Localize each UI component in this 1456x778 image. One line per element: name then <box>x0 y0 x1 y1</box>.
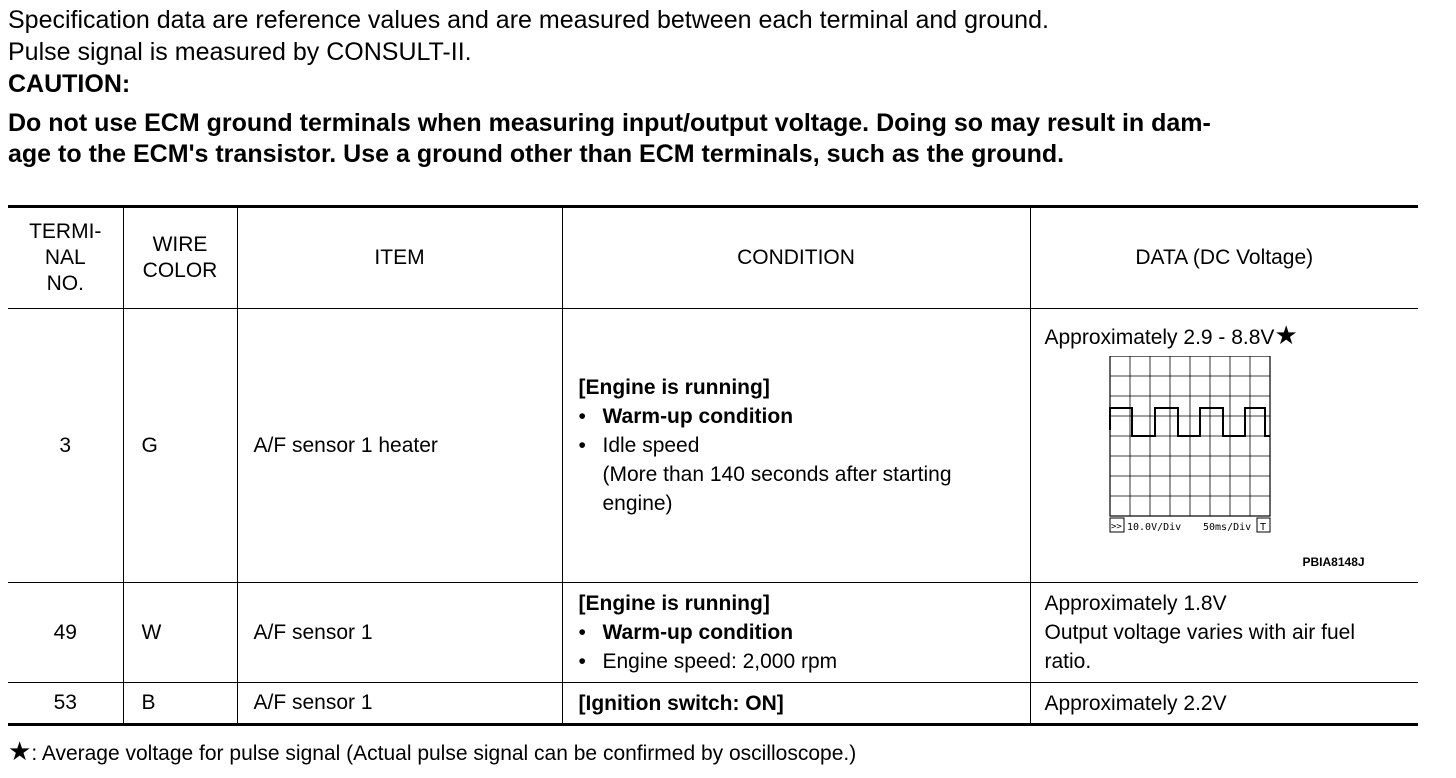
condition-bullet: • Idle speed <box>578 434 700 457</box>
condition-title: [Ignition switch: ON] <box>578 691 784 715</box>
data-note: ratio. <box>1044 650 1092 673</box>
spec-note: Specification data are reference values and are measured between each terminal and ground. <box>8 6 1049 34</box>
item-cell: A/F sensor 1 <box>237 683 562 725</box>
item-cell: A/F sensor 1 <box>237 583 562 683</box>
table-row <box>8 583 1418 683</box>
data-value: Approximately 2.9 - 8.8V★ <box>1044 320 1298 350</box>
caution-line-1: Do not use ECM ground terminals when measuring input/output voltage. Doing so may result in dam- <box>8 109 1211 137</box>
terminal-cell: 53 <box>8 683 123 725</box>
condition-bullet: • Warm-up condition <box>578 405 794 428</box>
item-cell: A/F sensor 1 heater <box>237 309 562 583</box>
condition-note: (More than 140 seconds after starting <box>602 463 952 486</box>
terminal-cell: 49 <box>8 583 123 683</box>
wire-color-cell: W <box>123 583 237 683</box>
condition-title: [Engine is running] <box>578 592 770 615</box>
intro-section <box>8 4 1428 170</box>
terminal-spec-table <box>8 205 1418 726</box>
header-wire-color: WIRE COLOR <box>123 207 237 309</box>
caution-title: CAUTION: <box>8 70 131 98</box>
header-terminal-no: TERMI- NAL NO. <box>8 207 123 309</box>
star-icon: ★ <box>8 736 32 766</box>
terminal-cell: 3 <box>8 309 123 583</box>
scope-time-scale: 50ms/Div <box>1202 522 1251 533</box>
caution-text <box>8 108 1413 170</box>
star-icon: ★ <box>1274 320 1298 350</box>
data-cell <box>1030 683 1418 725</box>
data-value: Approximately 2.2V <box>1044 691 1227 715</box>
header-item: ITEM <box>237 207 562 309</box>
footnote <box>8 736 856 769</box>
data-value: Approximately 1.8V <box>1044 592 1227 615</box>
footnote-text: : Average voltage for pulse signal (Actual pulse signal can be confirmed by oscilloscope.) <box>31 742 857 765</box>
figure-id: PBIA8148J <box>1302 555 1365 569</box>
pulse-note: Pulse signal is measured by CONSULT-II. <box>8 38 472 66</box>
oscilloscope-figure <box>1045 352 1419 582</box>
table-row <box>8 309 1418 583</box>
data-note: Output voltage varies with air fuel <box>1044 621 1355 644</box>
condition-note: engine) <box>602 492 673 515</box>
header-data: DATA (DC Voltage) <box>1030 207 1418 309</box>
wire-color-cell: B <box>123 683 237 725</box>
condition-title: [Engine is running] <box>578 376 770 399</box>
condition-bullet: • Warm-up condition <box>578 621 794 644</box>
condition-cell <box>562 683 1030 725</box>
condition-cell <box>562 583 1030 683</box>
data-cell <box>1030 583 1418 683</box>
wire-color-cell: G <box>123 309 237 583</box>
header-condition: CONDITION <box>562 207 1030 309</box>
caution-line-2: age to the ECM's transistor. Use a ground other than ECM terminals, such as the ground. <box>8 140 1065 168</box>
condition-cell <box>562 309 1030 583</box>
condition-bullet: • Engine speed: 2,000 rpm <box>578 650 838 673</box>
oscilloscope-graph <box>1105 356 1275 538</box>
table-header-row <box>8 207 1418 309</box>
svg-text:>>: >> <box>1110 522 1122 532</box>
table-row <box>8 683 1418 725</box>
scope-volt-scale: 10.0V/Div <box>1126 522 1181 533</box>
scope-trigger-label: T <box>1259 522 1266 533</box>
data-cell <box>1030 309 1418 583</box>
